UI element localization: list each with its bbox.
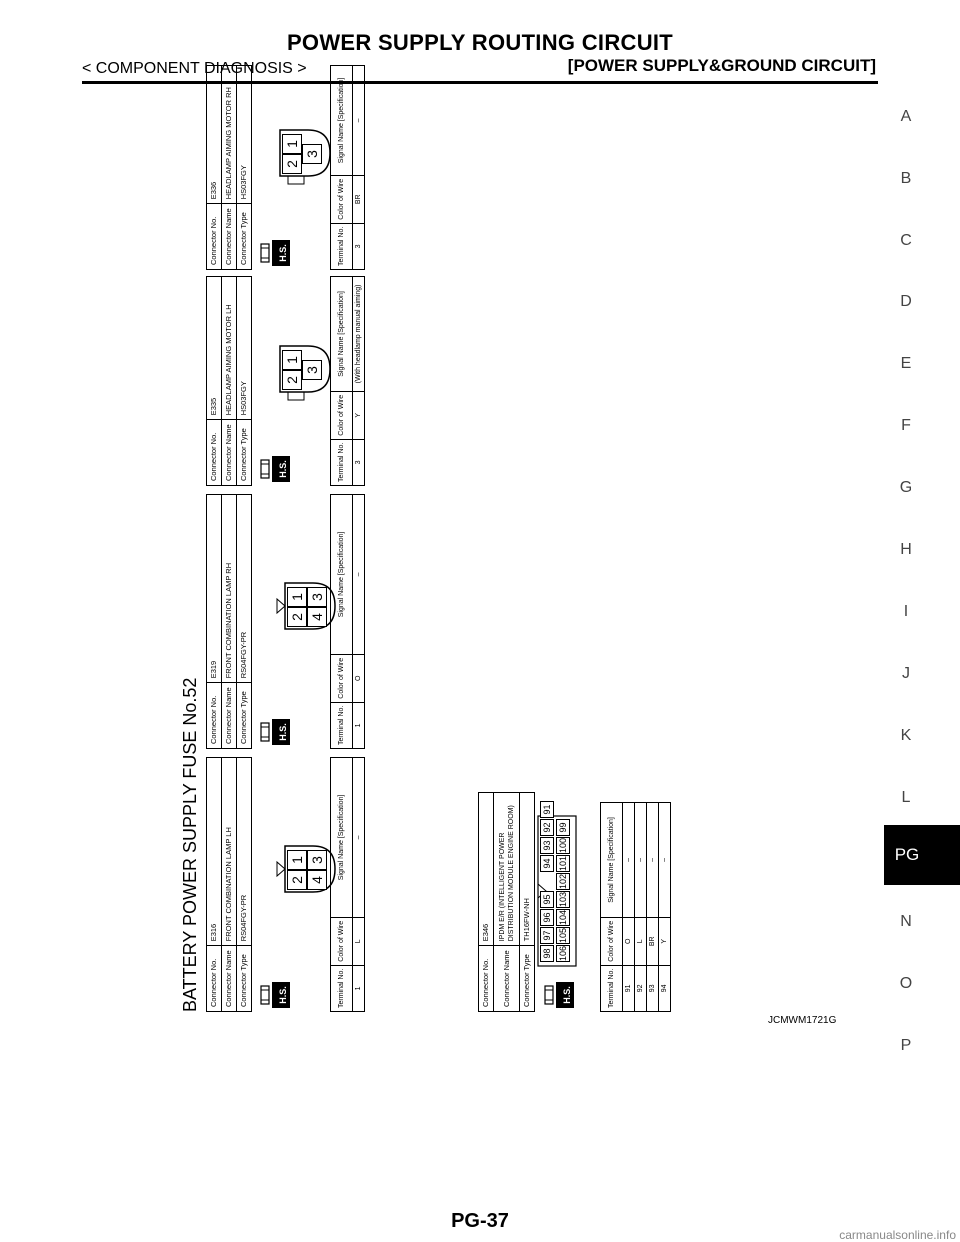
svg-text:H.S.: H.S. [278, 723, 288, 741]
pin: 105 [558, 927, 568, 944]
table-row: 92 L – [635, 803, 647, 1012]
connector-name: HEADLAMP AIMING MOTOR LH [222, 277, 237, 420]
pin: 92 [540, 819, 554, 836]
pin: 95 [540, 891, 554, 908]
pin: 3 [302, 144, 322, 164]
connector-number: E336 [207, 66, 222, 204]
watermark: carmanualsonline.info [839, 1228, 956, 1242]
pin: 3 [307, 850, 327, 870]
side-index-item[interactable]: N [900, 913, 912, 930]
harness-side-icon [258, 717, 292, 747]
connector-type: RS04FGY-PR [237, 758, 252, 946]
figure-code: JCMWM1721G [768, 1015, 837, 1026]
pin: 103 [558, 891, 568, 908]
pin: 3 [307, 587, 327, 607]
connector-name: FRONT COMBINATION LAMP RH [222, 495, 237, 683]
connector-number: E316 [207, 758, 222, 946]
category-label: [POWER SUPPLY&GROUND CIRCUIT] [567, 56, 876, 75]
header-rule [82, 81, 878, 84]
section-label: < COMPONENT DIAGNOSIS > [82, 60, 307, 77]
pin: 96 [540, 909, 554, 926]
pin: 91 [540, 801, 554, 818]
pin: 99 [556, 819, 570, 836]
harness-side-icon [258, 238, 292, 268]
side-index-item[interactable]: I [903, 603, 909, 620]
pin: 94 [540, 855, 554, 872]
pin: 1 [287, 587, 307, 607]
connector-info-table: Connector No. E346 Connector Name IPDM E/R (INTELLIGENT POWER DISTRIBUTION MODULE ENGINE ROOM) Connector Type TH16FW-NH [478, 792, 535, 1012]
harness-side-icon [258, 454, 292, 484]
side-index-item[interactable]: F [901, 417, 911, 434]
pin: 2 [282, 370, 302, 390]
connector-name: IPDM E/R (INTELLIGENT POWER DISTRIBUTION MODULE ENGINE ROOM) [494, 793, 520, 946]
connector-info-table: Connector No. E319 Connector Name FRONT COMBINATION LAMP RH Connector Type RS04FGY-PR [206, 494, 252, 749]
connector-name: HEADLAMP AIMING MOTOR RH [222, 66, 237, 204]
figure-title: BATTERY POWER SUPPLY FUSE No.52 [180, 677, 200, 1012]
pin: 97 [540, 927, 554, 944]
connector-face [540, 802, 580, 962]
connector-number: E319 [207, 495, 222, 683]
harness-side-icon [542, 980, 576, 1010]
pin: 4 [307, 607, 327, 627]
terminal-table: Terminal No. Color of Wire Signal Name [Specification] 3 BR – [330, 65, 365, 270]
pin: 4 [307, 870, 327, 890]
side-index-item[interactable]: A [900, 108, 912, 125]
pin: 1 [282, 134, 302, 154]
pin: 104 [558, 909, 568, 926]
hs-label: H.S. [278, 986, 288, 1004]
terminal-header: Terminal No. [331, 965, 353, 1011]
page-title: POWER SUPPLY ROUTING CIRCUIT [286, 30, 674, 55]
connector-info-table: Connector No. E335 Connector Name HEADLAMP AIMING MOTOR LH Connector Type HS03FGY [206, 276, 252, 486]
table-row: 91 O – [623, 803, 635, 1012]
pin: 1 [282, 350, 302, 370]
pin: 101 [558, 855, 568, 872]
field-label: Connector Type [237, 946, 252, 1012]
connector-type: TH16FW-NH [520, 793, 535, 946]
terminal-table: Terminal No. Color of Wire Signal Name [Specification] 3 Y (With headlamp manual aiming) [330, 276, 365, 486]
connector-type: HS03FGY [237, 66, 252, 204]
signal-header: Signal Name [Specification] [331, 758, 353, 918]
table-row: 1 L – [353, 758, 365, 1012]
side-index-item[interactable]: G [899, 479, 913, 496]
color-header: Color of Wire [331, 917, 353, 965]
pin: 98 [540, 945, 554, 962]
pin: 2 [282, 154, 302, 174]
connector-info-table [206, 757, 252, 1012]
connector-number: E335 [207, 277, 222, 420]
pin: 102 [558, 873, 568, 890]
svg-text:H.S.: H.S. [278, 460, 288, 478]
side-index-item[interactable]: P [900, 1037, 912, 1054]
pin: 93 [540, 837, 554, 854]
svg-text:H.S.: H.S. [562, 986, 572, 1004]
terminal-table: Terminal No. Color of Wire Signal Name [Specification] 1 O – [330, 494, 365, 749]
svg-text:H.S.: H.S. [278, 244, 288, 262]
field-label: Connector No. [207, 946, 222, 1012]
side-index-item[interactable]: J [902, 665, 910, 682]
table-row: 93 BR – [647, 803, 659, 1012]
table-row: 3 BR – [353, 66, 365, 270]
side-index-item[interactable]: L [901, 789, 911, 806]
connector-figure [180, 77, 880, 1012]
connector-name: FRONT COMBINATION LAMP LH [222, 758, 237, 946]
connector-info-table: Connector No. E336 Connector Name HEADLAMP AIMING MOTOR RH Connector Type HS03FGY [206, 65, 252, 270]
side-index-item[interactable]: D [900, 293, 912, 310]
side-index-item[interactable]: O [899, 975, 913, 992]
terminal-table: Terminal No. Color of Wire Signal Name [Specification] 91 O – 92 L – 93 BR – 94 Y – [600, 802, 671, 1012]
side-index-active-tab[interactable]: PG [884, 825, 960, 885]
connector-number: E346 [479, 793, 494, 946]
table-row: 1 O – [353, 495, 365, 749]
side-index-item[interactable]: B [900, 170, 912, 187]
field-label: Connector Name [222, 946, 237, 1012]
side-index-item[interactable]: K [900, 727, 912, 744]
pin: 2 [287, 870, 307, 890]
side-index-item[interactable]: C [900, 232, 912, 249]
table-row: 94 Y – [659, 803, 671, 1012]
pin: 3 [302, 360, 322, 380]
pin: 2 [287, 607, 307, 627]
connector-type: RS04FGY-PR [237, 495, 252, 683]
side-index-item[interactable]: H [900, 541, 912, 558]
table-row: 3 Y (With headlamp manual aiming) [353, 277, 365, 486]
pin: 1 [287, 850, 307, 870]
harness-side-icon [258, 980, 292, 1010]
terminal-table [330, 757, 365, 1012]
page-number: PG-37 [451, 1210, 509, 1232]
connector-type: HS03FGY [237, 277, 252, 420]
pin: 106 [558, 945, 568, 962]
pin: 100 [558, 837, 568, 854]
side-index-item[interactable]: E [900, 355, 912, 372]
